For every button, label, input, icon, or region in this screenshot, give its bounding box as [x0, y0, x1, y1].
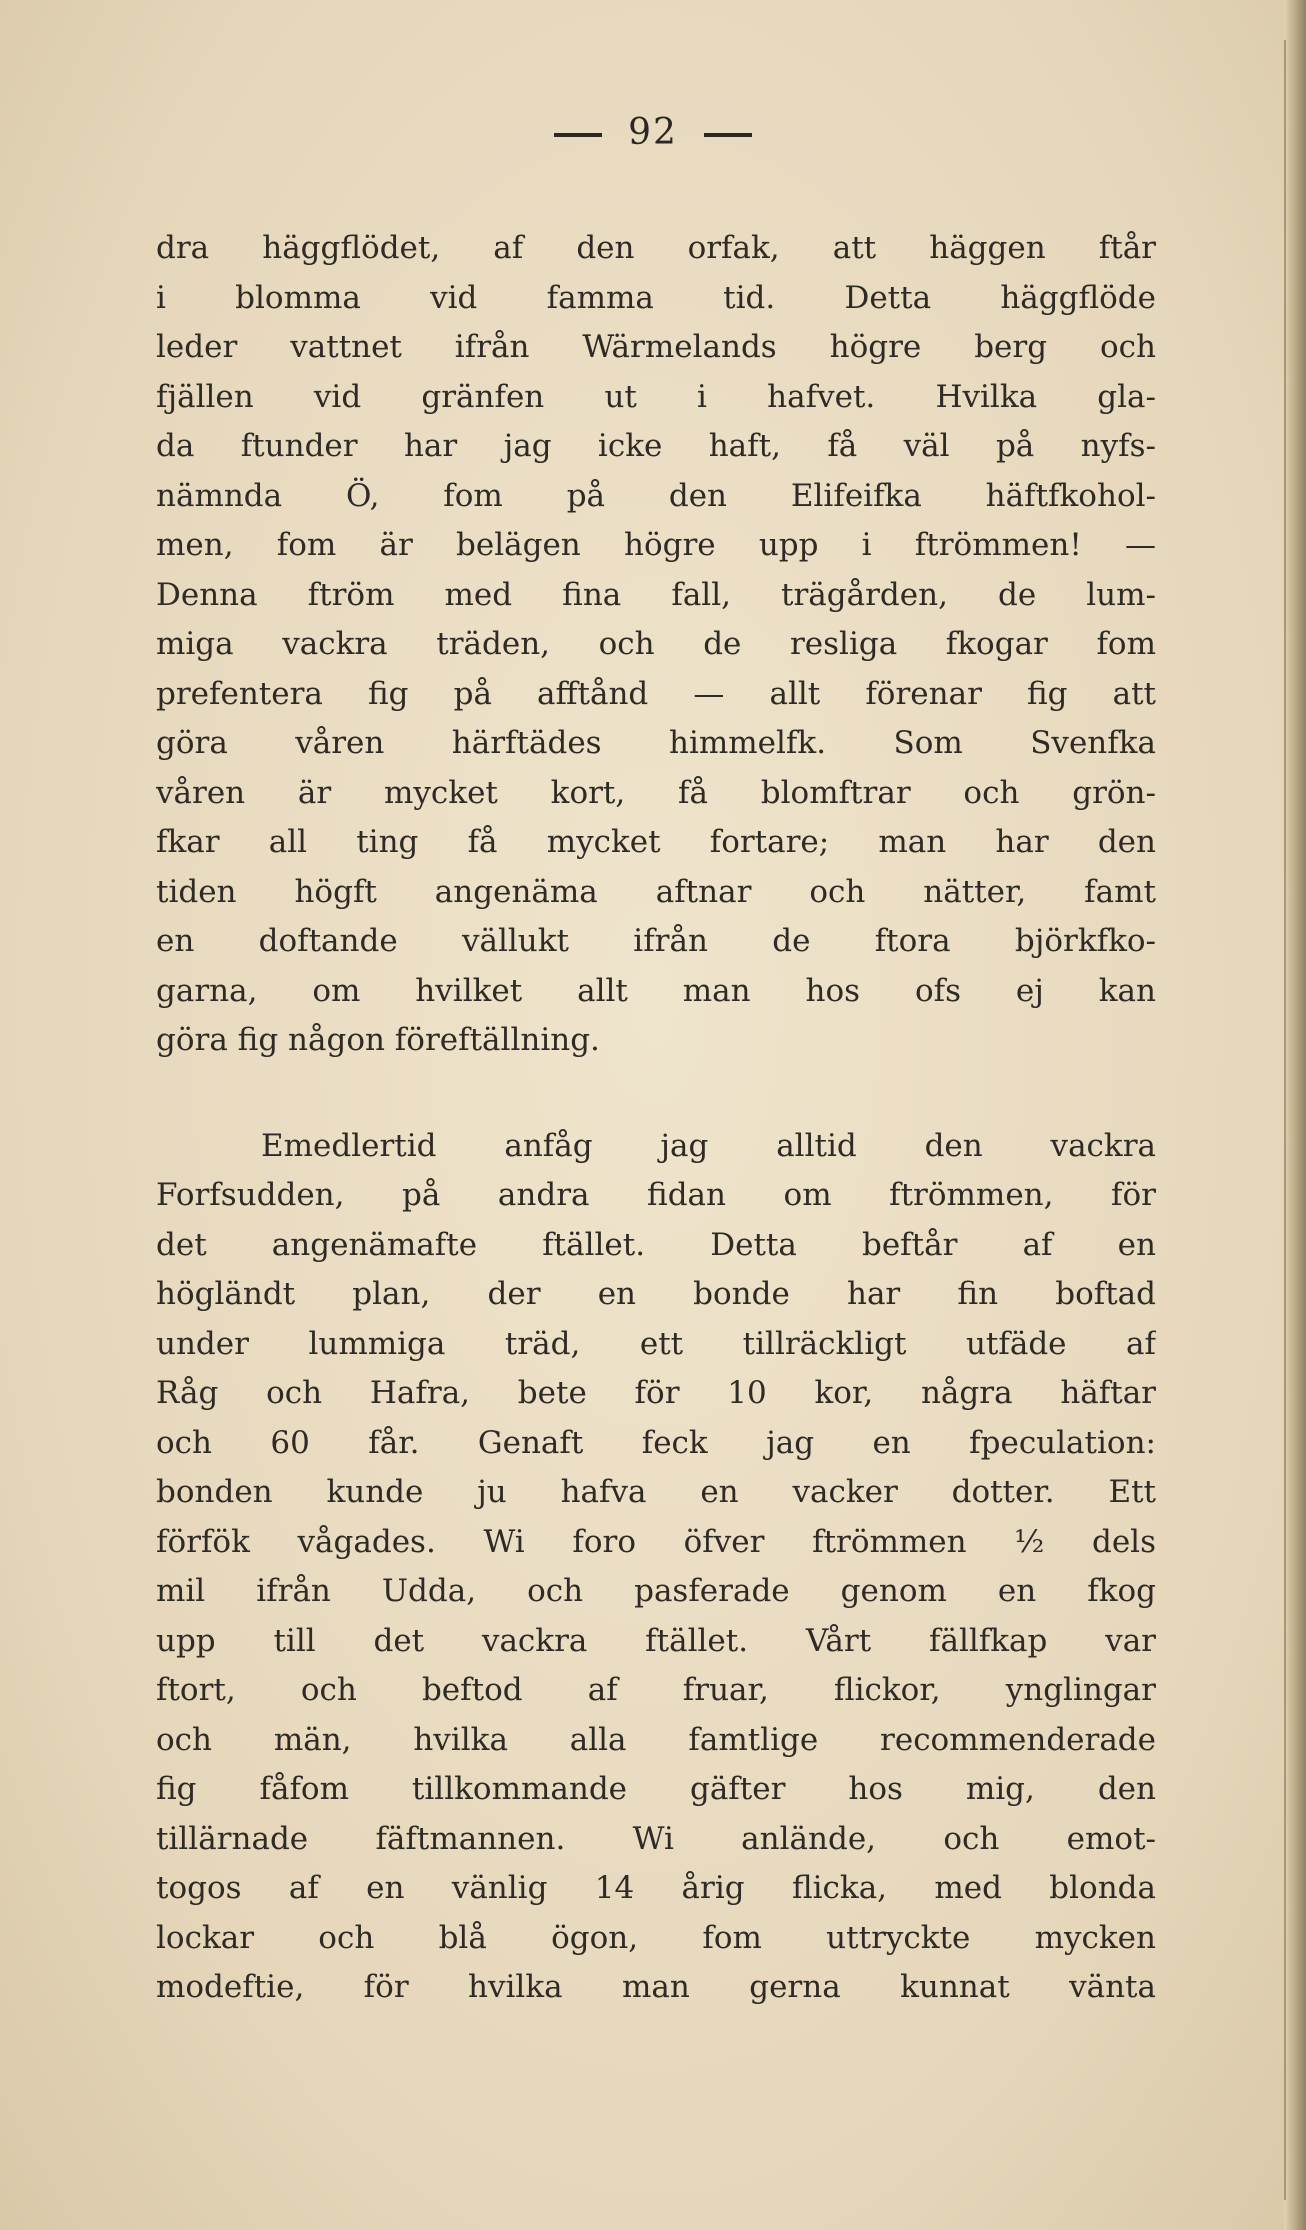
page-edge-line: [1284, 40, 1286, 2200]
text-line: bonden kunde ju hafva en vacker dotter. Ett: [156, 1474, 1156, 1510]
text-line: tillärnade fäftmannen. Wi anlände, och emot-: [156, 1820, 1156, 1857]
text-line: våren är mycket kort, få blomftrar och grön-: [156, 774, 1156, 811]
text-line: fkar all ting få mycket fortare; man har den: [156, 824, 1156, 860]
text-line: Råg och Hafra, bete för 10 kor, några häftar: [156, 1375, 1156, 1411]
text-line: lockar och blå ögon, fom uttryckte mycken: [156, 1919, 1156, 1956]
paragraph-gap: [156, 1066, 1156, 1122]
text-line: fig fåfom tillkommande gäfter hos mig, den: [156, 1771, 1156, 1807]
text-line: i blomma vid famma tid. Detta häggflöde: [156, 279, 1156, 316]
text-line: togos af en vänlig 14 årig flicka, med blonda: [156, 1870, 1156, 1906]
text-line: Forfsudden, på andra fidan om ftrömmen, för: [156, 1177, 1156, 1213]
text-line: Emedlertid anfåg jag alltid den vackra: [261, 1127, 1156, 1164]
text-line: göra fig någon föreftällning.: [156, 1022, 600, 1058]
text-line: göra våren härftädes himmelfk. Som Svenfka: [156, 725, 1156, 761]
text-line: upp till det vackra ftället. Vårt fällfkap var: [156, 1622, 1156, 1659]
text-line: nämnda Ö, fom på den Elifeifka häftfkohol-: [156, 477, 1156, 514]
text-line: garna, om hvilket allt man hos ofs ej kan: [156, 972, 1156, 1009]
text-line: leder vattnet ifrån Wärmelands högre berg och: [156, 329, 1156, 365]
header-dash-left: [554, 133, 602, 137]
page-edge: [1284, 0, 1306, 2230]
text-line: Denna ftröm med fina fall, trägården, de lum-: [156, 576, 1156, 613]
text-line: det angenämafte ftället. Detta beftår af en: [156, 1226, 1156, 1263]
text-line: en doftande vällukt ifrån de ftora björkfko-: [156, 923, 1156, 959]
text-line: förfök vågades. Wi foro öfver ftrömmen ½ dels: [156, 1523, 1156, 1560]
header-dash-right: [704, 133, 752, 137]
paragraph-1: [156, 224, 1156, 1066]
page-number: 92: [628, 112, 678, 153]
text-line: högländt plan, der en bonde har fin boftad: [156, 1276, 1156, 1312]
text-line: miga vackra träden, och de resliga fkogar fom: [156, 626, 1156, 662]
paragraph-2: [156, 1122, 1156, 2013]
text-line: och 60 får. Genaft feck jag en fpeculation:: [156, 1424, 1156, 1461]
page-header: [0, 112, 1306, 153]
text-line: fjällen vid gränfen ut i hafvet. Hvilka gla-: [156, 378, 1156, 415]
body-text: [156, 224, 1156, 2013]
text-line: dra häggflödet, af den orfak, att häggen ftår: [156, 230, 1156, 266]
text-line: prefentera fig på afftånd — allt förenar fig att: [156, 675, 1156, 712]
text-line: ftort, och beftod af fruar, flickor, ynglingar: [156, 1672, 1156, 1708]
text-line: tiden högft angenäma aftnar och nätter, famt: [156, 873, 1156, 910]
text-line: och män, hvilka alla famtlige recommenderade: [156, 1721, 1156, 1758]
text-line: men, fom är belägen högre upp i ftrömmen! —: [156, 527, 1156, 563]
text-line: modeftie, för hvilka man gerna kunnat vänta: [156, 1969, 1156, 2005]
text-line: mil ifrån Udda, och pasferade genom en fkog: [156, 1573, 1156, 1609]
text-line: da ftunder har jag icke haft, få väl på nyfs-: [156, 428, 1156, 464]
text-line: under lummiga träd, ett tillräckligt utfäde af: [156, 1325, 1156, 1362]
